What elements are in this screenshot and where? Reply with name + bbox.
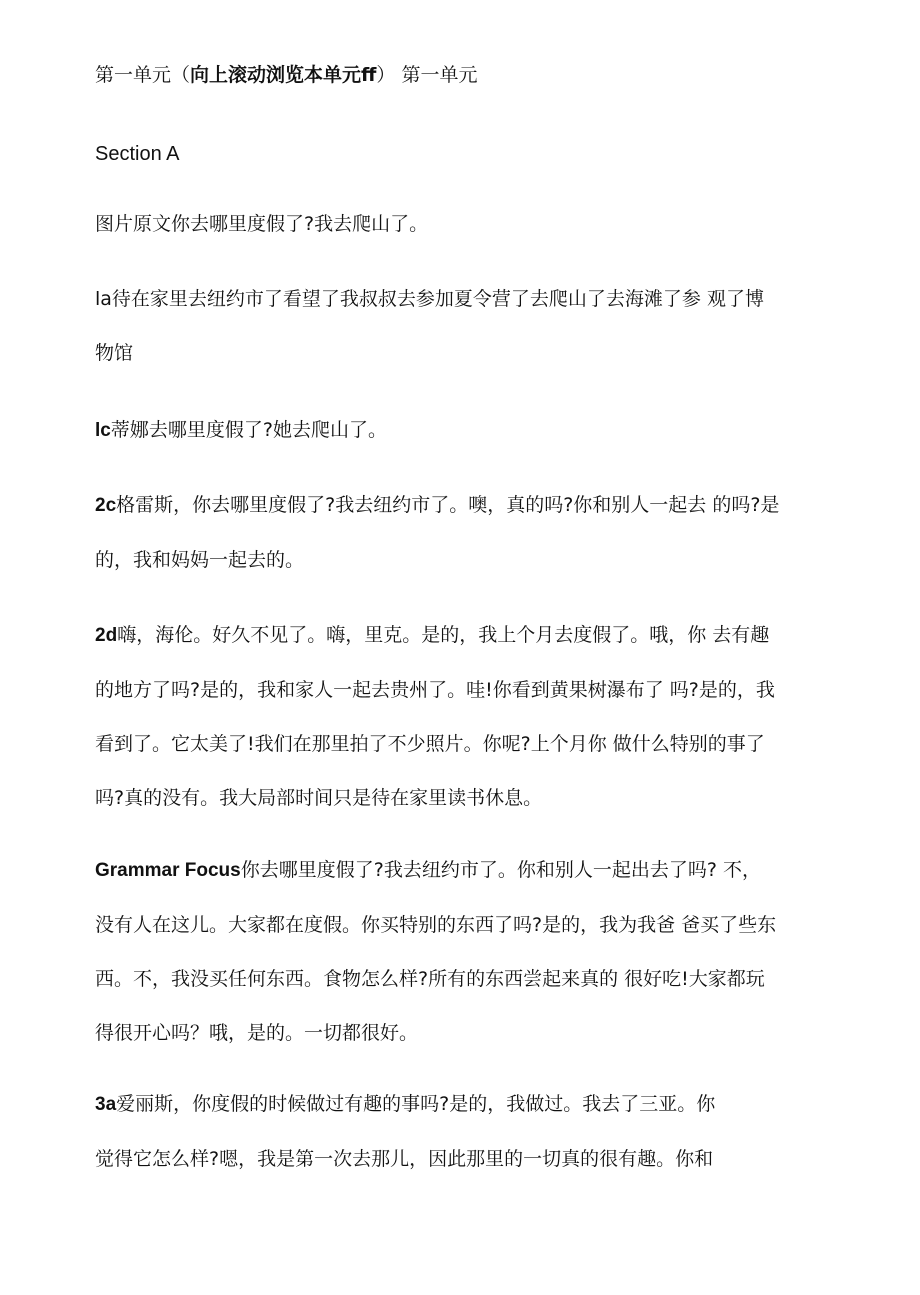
paragraph-line: la待在家里去纽约市了看望了我叔叔去参加夏令营了去爬山了去海滩了参 观了博 [95, 288, 764, 310]
section-heading: Section A [95, 143, 180, 165]
paragraph-line: 的，我和妈妈一起去的。 [95, 549, 305, 571]
exercise-label: Grammar Focus [95, 860, 241, 881]
paragraph-1c [95, 403, 830, 458]
exercise-label: 2c [95, 495, 117, 516]
title-text-part2: ） 第一单元 [376, 64, 478, 86]
paragraph-grammar-focus [95, 843, 830, 1060]
paragraph-line: 的地方了吗?是的，我和家人一起去贵州了。哇!你看到黄果树瀑布了 吗?是的，我 [95, 679, 775, 701]
paragraph-line: 嗨，海伦。好久不见了。嗨，里克。是的，我上个月去度假了。哦，你 去有趣 [117, 624, 770, 646]
paragraph-line: 格雷斯，你去哪里度假了?我去纽约市了。噢，真的吗?你和别人一起去 的吗?是 [116, 494, 780, 516]
exercise-label: lc [95, 420, 111, 441]
paragraph-line: 看到了。它太美了!我们在那里拍了不少照片。你呢?上个月你 做什么特别的事了 [95, 733, 765, 755]
paragraph-line: 物馆 [95, 342, 134, 364]
paragraph-line: 觉得它怎么样?嗯，我是第一次去那儿，因此那里的一切真的很有趣。你和 [95, 1148, 714, 1170]
paragraph-2c [95, 478, 830, 587]
exercise-label: 2d [95, 625, 118, 646]
paragraph-line: 没有人在这儿。大家都在度假。你买特别的东西了吗?是的，我为我爸 爸买了些东 [95, 914, 777, 936]
paragraph-1a [95, 272, 830, 380]
paragraph-line: 得很开心吗？哦，是的。一切都很好。 [95, 1022, 419, 1044]
paragraph-line: 爱丽斯，你度假的时候做过有趣的事吗?是的，我做过。我去了三亚。你 [116, 1093, 716, 1115]
paragraph-line: 吗?真的没有。我大局部时间只是待在家里读书休息。 [95, 787, 543, 809]
paragraph-line: 西。不，我没买任何东西。食物怎么样?所有的东西尝起来真的 很好吃!大家都玩 [95, 968, 765, 990]
title-text-part1: 第一单元（ [95, 64, 191, 86]
paragraph-text: 蒂娜去哪里度假了?她去爬山了。 [110, 419, 387, 441]
paragraph-picture-text: 图片原文你去哪里度假了?我去爬山了。 [95, 213, 429, 235]
paragraph-3a [95, 1077, 830, 1186]
paragraph-line: 你去哪里度假了?我去纽约市了。你和别人一起出去了吗? 不， [240, 859, 761, 881]
title-text-bold: 向上滚动浏览本单元ff [190, 64, 377, 86]
paragraph-2d [95, 608, 830, 825]
title-line [95, 48, 830, 102]
exercise-label: 3a [95, 1094, 117, 1115]
